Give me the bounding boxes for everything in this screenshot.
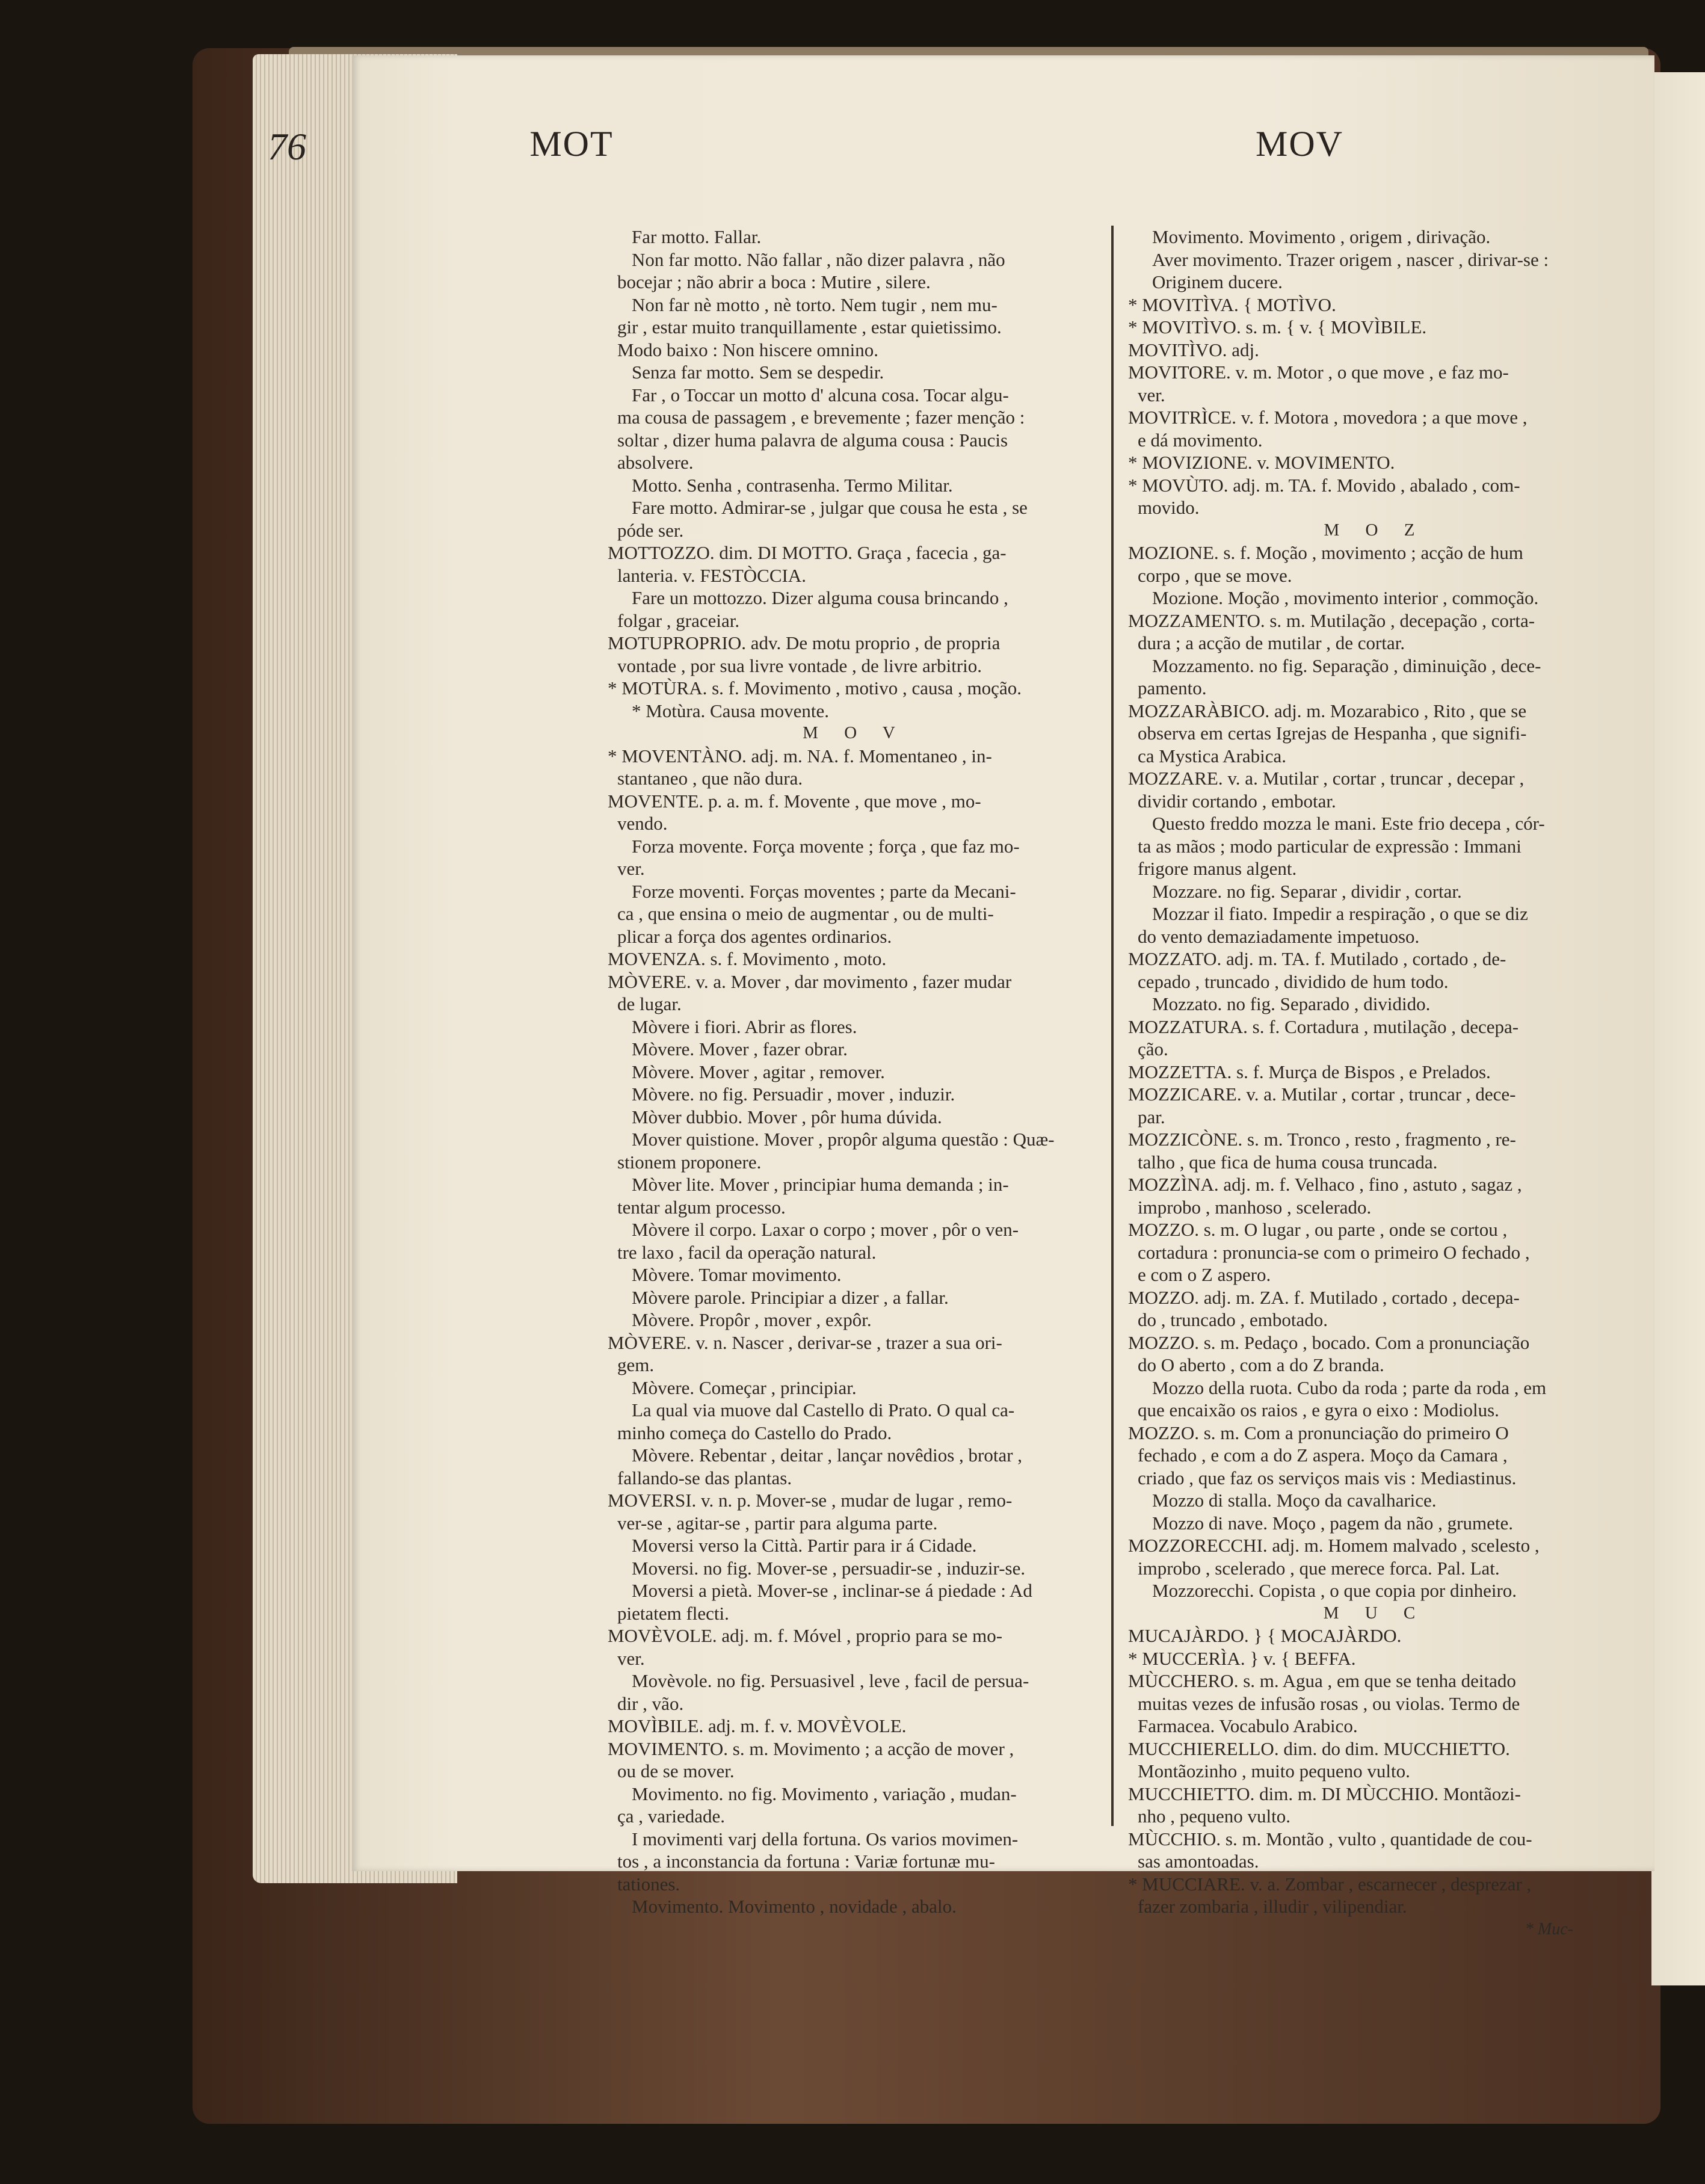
dictionary-line: Aver movimento. Trazer origem , nascer , dirivar-se : bbox=[1152, 248, 1549, 270]
dictionary-line: Mòvere il corpo. Laxar o corpo ; mover , pôr o ven- bbox=[632, 1219, 1019, 1240]
dictionary-line: * Motùra. Causa movente. bbox=[632, 700, 830, 721]
dictionary-line: tentar algum processo. bbox=[617, 1196, 786, 1218]
dictionary-line: MÙCCHIO. s. m. Montão , vulto , quantidade de cou- bbox=[1128, 1828, 1532, 1849]
dictionary-line: MOVÈVOLE. adj. m. f. Móvel , proprio para se mo- bbox=[608, 1625, 1003, 1646]
dictionary-line: tos , a inconstancia da fortuna : Variæ fortunæ mu- bbox=[617, 1851, 995, 1872]
dictionary-line: sas amontoadas. bbox=[1138, 1851, 1259, 1872]
dictionary-line: ver. bbox=[1138, 384, 1165, 406]
dictionary-line: Mòvere. Rebentar , deitar , lançar novêdios , brotar , bbox=[632, 1445, 1023, 1466]
dictionary-line: Mozzamento. no fig. Separação , diminuição , dece- bbox=[1152, 655, 1541, 676]
dictionary-line: MOZZICÒNE. s. m. Tronco , resto , fragmento , re- bbox=[1128, 1129, 1516, 1150]
header-right-word: MOV bbox=[1255, 124, 1343, 164]
next-page-edge bbox=[1651, 72, 1705, 1985]
dictionary-line: MOTUPROPRIO. adv. De motu proprio , de propria bbox=[608, 632, 1000, 653]
dictionary-line: fallando-se das plantas. bbox=[617, 1467, 792, 1488]
dictionary-line: Mozione. Moção , movimento interior , commoção. bbox=[1152, 587, 1539, 608]
dictionary-line: MOZZO. s. m. O lugar , ou parte , onde se cortou , bbox=[1128, 1219, 1508, 1240]
dictionary-line: fazer zombaria , illudir , vilipendiar. bbox=[1138, 1896, 1407, 1917]
dictionary-line: Mozzo di nave. Moço , pagem da não , grumete. bbox=[1152, 1512, 1514, 1534]
dictionary-line: criado , que faz os serviços mais vis : Mediastinus. bbox=[1138, 1467, 1517, 1488]
dictionary-line: MUCAJÀRDO. } { MOCAJÀRDO. bbox=[1128, 1625, 1402, 1646]
dictionary-line: Questo freddo mozza le mani. Este frio decepa , cór- bbox=[1152, 813, 1545, 834]
dictionary-line: MOVITRÌCE. v. f. Motora , movedora ; a que move , bbox=[1128, 407, 1528, 428]
dictionary-line: MOVÌBILE. adj. m. f. v. MOVÈVOLE. bbox=[608, 1715, 907, 1736]
dictionary-line: Mozzo della ruota. Cubo da roda ; parte da roda , em bbox=[1152, 1377, 1547, 1398]
dictionary-line: Forze moventi. Forças moventes ; parte da Mecani- bbox=[632, 880, 1016, 902]
header-left-word: MOT bbox=[529, 124, 614, 164]
dictionary-line: Moversi. no fig. Mover-se , persuadir-se , induzir-se. bbox=[632, 1557, 1026, 1579]
dictionary-line: Mozzorecchi. Copista , o que copia por dinheiro. bbox=[1152, 1580, 1517, 1601]
dictionary-line: dividir cortando , embotar. bbox=[1138, 790, 1336, 812]
dictionary-line: Far motto. Fallar. bbox=[632, 226, 762, 247]
dictionary-line: bocejar ; não abrir a boca : Mutire , silere. bbox=[617, 271, 931, 292]
right-column bbox=[1128, 226, 1621, 1940]
dictionary-line: MOVIMENTO. s. m. Movimento ; a acção de mover , bbox=[608, 1738, 1014, 1759]
dictionary-line: lanteria. v. FESTÒCCIA. bbox=[617, 564, 806, 586]
dictionary-line: Mòver dubbio. Mover , pôr huma dúvida. bbox=[632, 1106, 942, 1127]
dictionary-line: frigore manus algent. bbox=[1138, 858, 1297, 879]
dictionary-line: MÒVERE. v. a. Mover , dar movimento , fazer mudar bbox=[608, 970, 1012, 992]
dictionary-line: Fare motto. Admirar-se , julgar que cousa he esta , se bbox=[632, 497, 1028, 518]
dictionary-line: stionem proponere. bbox=[617, 1151, 762, 1173]
dictionary-line: ver. bbox=[617, 1647, 645, 1669]
dictionary-line: minho começa do Castello do Prado. bbox=[617, 1422, 892, 1443]
dictionary-line: e com o Z aspero. bbox=[1138, 1264, 1271, 1285]
dictionary-line: Mover quistione. Mover , propôr alguma questão : Quæ- bbox=[632, 1129, 1055, 1150]
dictionary-line: Far , o Toccar un motto d' alcuna cosa. Tocar algu- bbox=[632, 384, 1009, 406]
dictionary-line: vendo. bbox=[617, 813, 668, 834]
dictionary-line: ta as mãos ; modo particular de expressão : Immani bbox=[1138, 835, 1522, 857]
dictionary-line: MOZZICARE. v. a. Mutilar , cortar , truncar , dece- bbox=[1128, 1084, 1516, 1105]
dictionary-line: pietatem flecti. bbox=[617, 1602, 729, 1624]
dictionary-line: MOVENZA. s. f. Movimento , moto. bbox=[608, 948, 887, 969]
dictionary-line: MOZZORECCHI. adj. m. Homem malvado , scelesto , bbox=[1128, 1535, 1540, 1556]
dictionary-line: MOZZO. adj. m. ZA. f. Mutilado , cortado , decepa- bbox=[1128, 1286, 1520, 1308]
dictionary-line: Mòvere parole. Principiar a dizer , a fallar. bbox=[632, 1286, 949, 1308]
dictionary-line: ção. bbox=[1138, 1038, 1168, 1060]
left-column bbox=[608, 226, 1101, 1918]
dictionary-line: Mozzato. no fig. Separado , dividido. bbox=[1152, 993, 1431, 1014]
dictionary-line: MOZZARÀBICO. adj. m. Mozarabico , Rito , que se bbox=[1128, 700, 1527, 721]
dictionary-line: Movimento. Movimento , novidade , abalo. bbox=[632, 1896, 957, 1917]
dictionary-line: póde ser. bbox=[617, 519, 684, 541]
dictionary-line: fechado , e com a do Z aspera. Moço da Camara , bbox=[1138, 1445, 1508, 1466]
dictionary-line: ça , variedade. bbox=[617, 1806, 725, 1827]
dictionary-line: ver-se , agitar-se , partir para alguma parte. bbox=[617, 1512, 938, 1534]
column-divider bbox=[1111, 226, 1114, 1826]
dictionary-line: MÒVERE. v. n. Nascer , derivar-se , trazer a sua ori- bbox=[608, 1331, 1002, 1353]
dictionary-line: Mòvere. Propôr , mover , expôr. bbox=[632, 1309, 872, 1330]
dictionary-line: e dá movimento. bbox=[1138, 429, 1263, 451]
dictionary-line: talho , que fica de huma cousa truncada. bbox=[1138, 1151, 1438, 1173]
dictionary-line: * MOVIZIONE. v. MOVIMENTO. bbox=[1128, 452, 1395, 473]
dictionary-line: que encaixão os raios , e gyra o eixo : Modiolus. bbox=[1138, 1399, 1499, 1421]
dictionary-line: corpo , que se move. bbox=[1138, 564, 1292, 586]
dictionary-line: Non far nè motto , nè torto. Nem tugir , nem mu- bbox=[632, 294, 997, 315]
dictionary-line: do , truncado , embotado. bbox=[1138, 1309, 1328, 1330]
dictionary-line: improbo , manhoso , scelerado. bbox=[1138, 1196, 1372, 1218]
dictionary-line: Movèvole. no fig. Persuasivel , leve , facil de persua- bbox=[632, 1670, 1029, 1691]
dictionary-line: MOZZÌNA. adj. m. f. Velhaco , fino , astuto , sagaz , bbox=[1128, 1174, 1522, 1195]
dictionary-line: * Muc- bbox=[1525, 1919, 1573, 1939]
dictionary-line: Moversi a pietà. Mover-se , inclinar-se á piedade : Ad bbox=[632, 1580, 1032, 1601]
dictionary-line: cepado , truncado , dividido de hum todo. bbox=[1138, 970, 1449, 992]
dictionary-line: cortadura : pronuncia-se com o primeiro O fechado , bbox=[1138, 1241, 1530, 1263]
dictionary-line: plicar a força dos agentes ordinarios. bbox=[617, 925, 892, 947]
dictionary-line: MOVENTE. p. a. m. f. Movente , que move , mo- bbox=[608, 790, 981, 812]
dictionary-line: Fare un mottozzo. Dizer alguma cousa brincando , bbox=[632, 587, 1008, 608]
dictionary-line: M O V bbox=[803, 723, 906, 742]
dictionary-line: MUCCHIERELLO. dim. do dim. MUCCHIETTO. bbox=[1128, 1738, 1510, 1759]
dictionary-line: Non far motto. Não fallar , não dizer palavra , não bbox=[632, 248, 1005, 270]
dictionary-line: nho , pequeno vulto. bbox=[1138, 1806, 1290, 1827]
dictionary-line: ca Mystica Arabica. bbox=[1138, 745, 1287, 767]
page-number: 76 bbox=[268, 125, 306, 168]
dictionary-line: * MOTÙRA. s. f. Movimento , motivo , causa , moção. bbox=[608, 677, 1022, 699]
dictionary-line: * MUCCERÌA. } v. { BEFFA. bbox=[1128, 1647, 1356, 1669]
dictionary-line: MUCCHIETTO. dim. m. DI MÙCCHIO. Montãozi- bbox=[1128, 1783, 1521, 1804]
dictionary-line: * MOVITÌVO. s. m. { v. { MOVÌBILE. bbox=[1128, 316, 1427, 338]
dictionary-line: Mòver lite. Mover , principiar huma demanda ; in- bbox=[632, 1174, 1009, 1195]
dictionary-line: do O aberto , com a do Z branda. bbox=[1138, 1354, 1384, 1375]
dictionary-line: MOZZO. s. m. Pedaço , bocado. Com a pronunciação bbox=[1128, 1331, 1530, 1353]
dictionary-line: Mòvere. Tomar movimento. bbox=[632, 1264, 842, 1285]
dictionary-line: M U C bbox=[1323, 1603, 1426, 1623]
dictionary-line: MOZZO. s. m. Com a pronunciação do primeiro O bbox=[1128, 1422, 1509, 1443]
dictionary-line: Mozzar il fiato. Impedir a respiração , o que se diz bbox=[1152, 903, 1528, 924]
dictionary-line: Motto. Senha , contrasenha. Termo Militar. bbox=[632, 474, 953, 496]
dictionary-line: movido. bbox=[1138, 497, 1200, 518]
dictionary-line: dir , vão. bbox=[617, 1692, 684, 1714]
dictionary-line: * MUCCIARE. v. a. Zombar , escarnecer , desprezar , bbox=[1128, 1873, 1532, 1895]
dictionary-line: * MOVENTÀNO. adj. m. NA. f. Momentaneo , in- bbox=[608, 745, 992, 767]
dictionary-line: ma cousa de passagem , e brevemente ; fazer menção : bbox=[617, 407, 1025, 428]
dictionary-line: do vento demaziadamente impetuoso. bbox=[1138, 925, 1420, 947]
dictionary-line: ca , que ensina o meio de augmentar , ou de multi- bbox=[617, 903, 994, 924]
dictionary-line: folgar , graceiar. bbox=[617, 609, 740, 631]
dictionary-line: gem. bbox=[617, 1354, 655, 1375]
dictionary-line: dura ; a acção de mutilar , de cortar. bbox=[1138, 632, 1405, 653]
dictionary-line: M O Z bbox=[1324, 520, 1426, 540]
dictionary-line: Senza far motto. Sem se despedir. bbox=[632, 362, 884, 383]
dictionary-line: Moversi verso la Città. Partir para ir á Cidade. bbox=[632, 1535, 977, 1556]
dictionary-line: Modo baixo : Non hiscere omnino. bbox=[617, 339, 878, 360]
dictionary-line: de lugar. bbox=[617, 993, 682, 1014]
dictionary-line: Mòvere i fiori. Abrir as flores. bbox=[632, 1016, 857, 1037]
dictionary-line: Mòvere. no fig. Persuadir , mover , induzir. bbox=[632, 1084, 955, 1105]
dictionary-line: MOVITÌVO. adj. bbox=[1128, 339, 1259, 360]
dictionary-line: vontade , por sua livre vontade , de livre arbitrio. bbox=[617, 655, 982, 676]
dictionary-line: pamento. bbox=[1138, 677, 1207, 699]
dictionary-line: muitas vezes de infusão rosas , ou violas. Termo de bbox=[1138, 1692, 1520, 1714]
dictionary-line: gir , estar muito tranquillamente , estar quietissimo. bbox=[617, 316, 1002, 338]
dictionary-line: Originem ducere. bbox=[1152, 271, 1283, 292]
dictionary-line: MOVERSI. v. n. p. Mover-se , mudar de lugar , remo- bbox=[608, 1490, 1013, 1511]
dictionary-line: La qual via muove dal Castello di Prato. O qual ca- bbox=[632, 1399, 1015, 1421]
dictionary-line: MOVITORE. v. m. Motor , o que move , e faz mo- bbox=[1128, 362, 1509, 383]
dictionary-line: Farmacea. Vocabulo Arabico. bbox=[1138, 1715, 1358, 1736]
dictionary-line: observa em certas Igrejas de Hespanha , que signifi- bbox=[1138, 723, 1527, 744]
dictionary-line: MOZZATURA. s. f. Cortadura , mutilação , decepa- bbox=[1128, 1016, 1519, 1037]
dictionary-line: par. bbox=[1138, 1106, 1165, 1127]
dictionary-line: MOZIONE. s. f. Moção , movimento ; acção de hum bbox=[1128, 542, 1523, 563]
dictionary-line: Mozzare. no fig. Separar , dividir , cortar. bbox=[1152, 880, 1462, 902]
dictionary-line: ver. bbox=[617, 858, 645, 879]
dictionary-line: tre laxo , facil da operação natural. bbox=[617, 1241, 877, 1263]
dictionary-line: Montãozinho , muito pequeno vulto. bbox=[1138, 1760, 1410, 1781]
dictionary-line: Mòvere. Mover , fazer obrar. bbox=[632, 1038, 848, 1060]
dictionary-line: MÙCCHERO. s. m. Agua , em que se tenha deitado bbox=[1128, 1670, 1516, 1691]
dictionary-line: Mòvere. Mover , agitar , remover. bbox=[632, 1061, 885, 1082]
dictionary-line: ou de se mover. bbox=[617, 1760, 735, 1781]
dictionary-line: * MOVÙTO. adj. m. TA. f. Movido , abalado , com- bbox=[1128, 474, 1520, 496]
dictionary-line: soltar , dizer huma palavra de alguma cousa : Paucis bbox=[617, 429, 1008, 451]
dictionary-line: stantaneo , que não dura. bbox=[617, 768, 803, 789]
dictionary-line: improbo , scelerado , que merece forca. Pal. Lat. bbox=[1138, 1557, 1500, 1579]
dictionary-line: Movimento. no fig. Movimento , variação , mudan- bbox=[632, 1783, 1017, 1804]
dictionary-line: MOTTOZZO. dim. DI MOTTO. Graça , facecia , ga- bbox=[608, 542, 1007, 563]
dictionary-line: MOZZARE. v. a. Mutilar , cortar , truncar , decepar , bbox=[1128, 768, 1525, 789]
dictionary-line: MOZZAMENTO. s. m. Mutilação , decepação , corta- bbox=[1128, 609, 1535, 631]
dictionary-line: Mòvere. Começar , principiar. bbox=[632, 1377, 857, 1398]
dictionary-line: absolvere. bbox=[617, 452, 694, 473]
dictionary-line: tationes. bbox=[617, 1873, 680, 1895]
dictionary-line: MOZZETTA. s. f. Murça de Bispos , e Prelados. bbox=[1128, 1061, 1491, 1082]
dictionary-line: MOZZATO. adj. m. TA. f. Mutilado , cortado , de- bbox=[1128, 948, 1506, 969]
dictionary-line: * MOVITÌVA. { MOTÌVO. bbox=[1128, 294, 1336, 315]
dictionary-line: Movimento. Movimento , origem , dirivação. bbox=[1152, 226, 1491, 247]
dictionary-line: Mozzo di stalla. Moço da cavalharice. bbox=[1152, 1490, 1437, 1511]
dictionary-line: Forza movente. Força movente ; força , que faz mo- bbox=[632, 835, 1020, 857]
dictionary-line: I movimenti varj della fortuna. Os varios movimen- bbox=[632, 1828, 1019, 1849]
